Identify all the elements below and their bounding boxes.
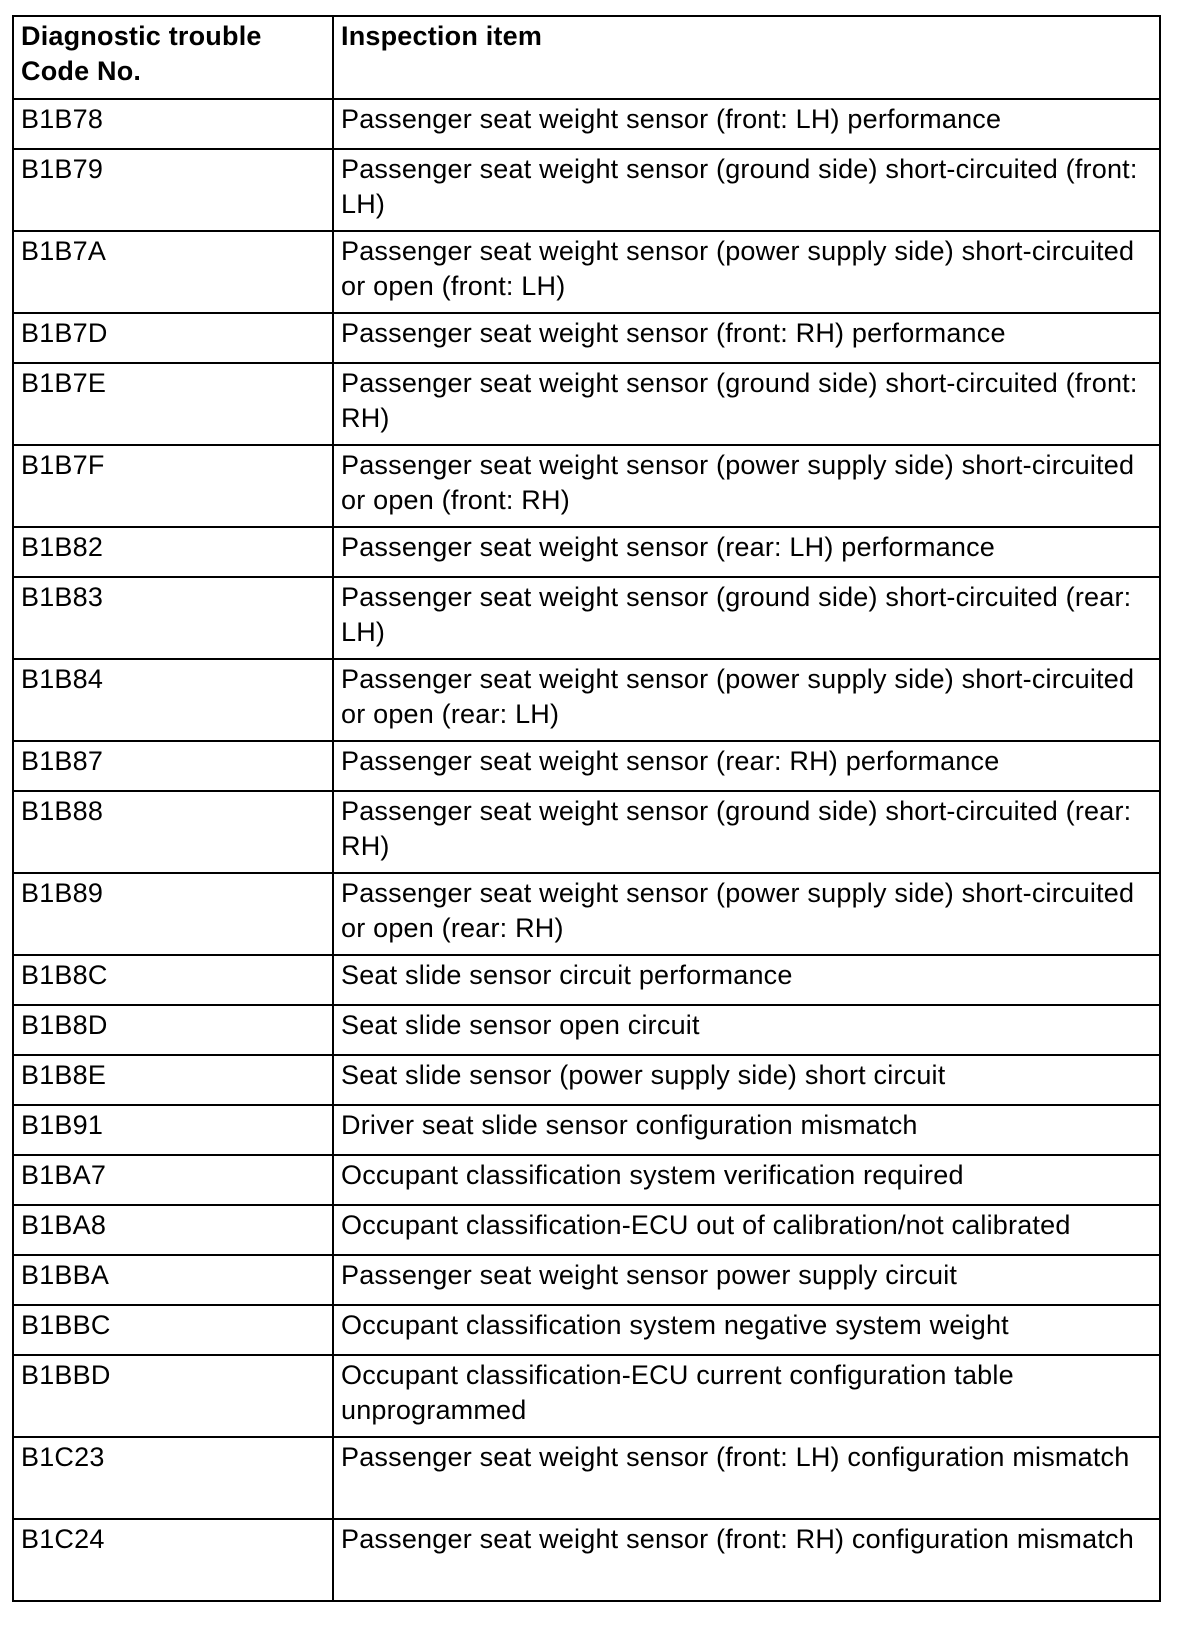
dtc-code: B1B87: [13, 741, 333, 791]
table-row: [13, 791, 1160, 873]
inspection-item: Driver seat slide sensor configuration mismatch: [333, 1105, 1160, 1155]
table-row: [13, 1255, 1160, 1305]
table-row: [13, 445, 1160, 527]
dtc-code: B1B83: [13, 577, 333, 659]
table-row: [13, 1155, 1160, 1205]
table-row: [13, 1005, 1160, 1055]
table-row: [13, 1355, 1160, 1437]
inspection-item: Passenger seat weight sensor (ground side) short-circuited (rear: RH): [333, 791, 1160, 873]
inspection-item: Passenger seat weight sensor (power supply side) short-circuited or open (rear: LH): [333, 659, 1160, 741]
dtc-code: B1BA8: [13, 1205, 333, 1255]
inspection-item: Passenger seat weight sensor (front: RH) configuration mismatch: [333, 1519, 1160, 1601]
inspection-item: Passenger seat weight sensor (power supply side) short-circuited or open (front: LH): [333, 231, 1160, 313]
inspection-item: Passenger seat weight sensor (ground side) short-circuited (front: LH): [333, 149, 1160, 231]
inspection-item: Passenger seat weight sensor power supply circuit: [333, 1255, 1160, 1305]
inspection-item: Occupant classification-ECU current configuration table unprogrammed: [333, 1355, 1160, 1437]
dtc-code: B1B7E: [13, 363, 333, 445]
dtc-code: B1BA7: [13, 1155, 333, 1205]
table-row: [13, 1205, 1160, 1255]
inspection-item: Passenger seat weight sensor (ground side) short-circuited (front: RH): [333, 363, 1160, 445]
table-row: [13, 313, 1160, 363]
inspection-item: Seat slide sensor (power supply side) short circuit: [333, 1055, 1160, 1105]
table-row: [13, 99, 1160, 149]
dtc-code: B1B88: [13, 791, 333, 873]
table-header-row: [13, 16, 1160, 99]
inspection-item: Passenger seat weight sensor (front: LH) configuration mismatch: [333, 1437, 1160, 1519]
inspection-item: Occupant classification system verification required: [333, 1155, 1160, 1205]
inspection-item: Passenger seat weight sensor (power supply side) short-circuited or open (front: RH): [333, 445, 1160, 527]
dtc-code: B1B84: [13, 659, 333, 741]
dtc-code: B1B8C: [13, 955, 333, 1005]
dtc-code: B1B7F: [13, 445, 333, 527]
dtc-table: [12, 15, 1161, 1602]
dtc-code: B1BBD: [13, 1355, 333, 1437]
table-row: [13, 1305, 1160, 1355]
inspection-item: Occupant classification-ECU out of calibration/not calibrated: [333, 1205, 1160, 1255]
dtc-code: B1C24: [13, 1519, 333, 1601]
dtc-code: B1BBA: [13, 1255, 333, 1305]
table-row: [13, 955, 1160, 1005]
inspection-item: Occupant classification system negative system weight: [333, 1305, 1160, 1355]
inspection-item: Passenger seat weight sensor (power supply side) short-circuited or open (rear: RH): [333, 873, 1160, 955]
table-row: [13, 873, 1160, 955]
inspection-item: Seat slide sensor open circuit: [333, 1005, 1160, 1055]
table-row: [13, 1105, 1160, 1155]
table-row: [13, 231, 1160, 313]
table-row: [13, 149, 1160, 231]
dtc-code: B1B7A: [13, 231, 333, 313]
table-row: [13, 527, 1160, 577]
table-row: [13, 659, 1160, 741]
dtc-code: B1B89: [13, 873, 333, 955]
dtc-code: B1B79: [13, 149, 333, 231]
header-code: Diagnostic trouble Code No.: [13, 16, 333, 99]
dtc-code: B1B91: [13, 1105, 333, 1155]
inspection-item: Passenger seat weight sensor (front: LH) performance: [333, 99, 1160, 149]
inspection-item: Passenger seat weight sensor (rear: LH) performance: [333, 527, 1160, 577]
dtc-code: B1B8E: [13, 1055, 333, 1105]
dtc-code: B1C23: [13, 1437, 333, 1519]
inspection-item: Seat slide sensor circuit performance: [333, 955, 1160, 1005]
table-row: [13, 1437, 1160, 1519]
dtc-code: B1BBC: [13, 1305, 333, 1355]
dtc-code: B1B82: [13, 527, 333, 577]
table-row: [13, 1055, 1160, 1105]
inspection-item: Passenger seat weight sensor (front: RH) performance: [333, 313, 1160, 363]
inspection-item: Passenger seat weight sensor (rear: RH) performance: [333, 741, 1160, 791]
table-row: [13, 577, 1160, 659]
dtc-code: B1B7D: [13, 313, 333, 363]
dtc-code: B1B8D: [13, 1005, 333, 1055]
dtc-code: B1B78: [13, 99, 333, 149]
inspection-item: Passenger seat weight sensor (ground side) short-circuited (rear: LH): [333, 577, 1160, 659]
table-row: [13, 741, 1160, 791]
header-inspection-item: Inspection item: [333, 16, 1160, 99]
table-row: [13, 1519, 1160, 1601]
table-row: [13, 363, 1160, 445]
